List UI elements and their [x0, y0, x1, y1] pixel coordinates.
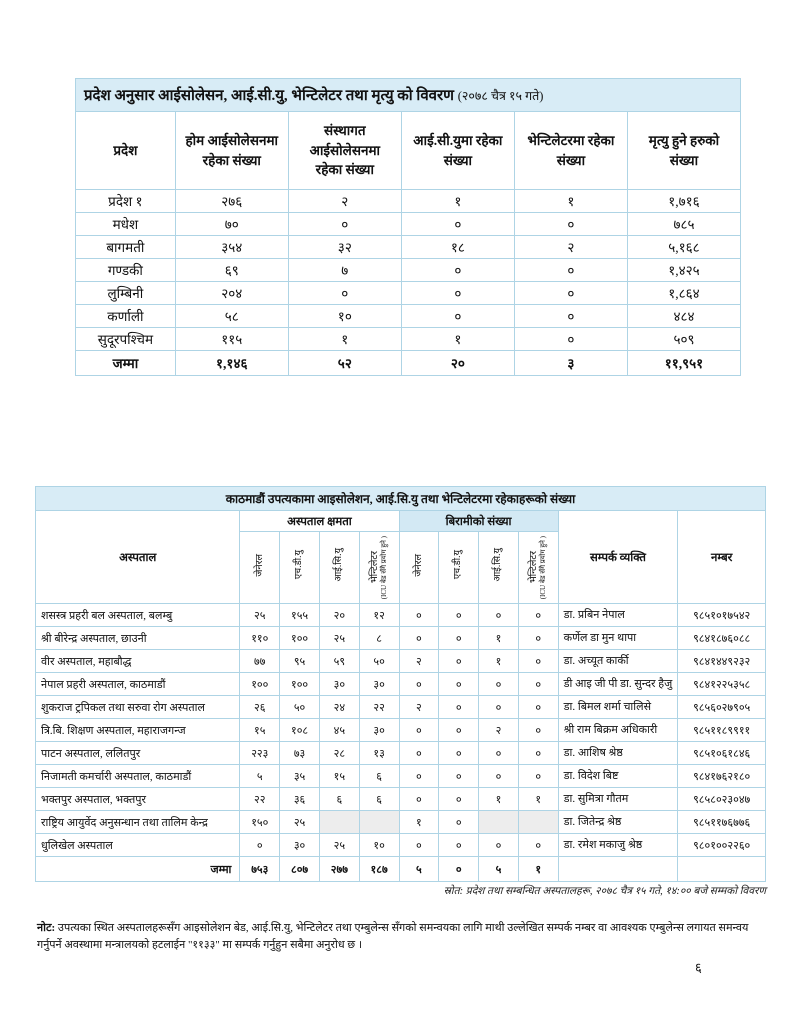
total-number-empty [678, 857, 766, 882]
col-header-institutional-isolation: संस्थागत आईसोलेसनमा रहेका संख्या [288, 112, 401, 190]
capacity-value: २२ [359, 696, 399, 719]
province-name: सुदूरपश्चिम [76, 328, 176, 351]
province-value: ० [288, 213, 401, 236]
subcol-patients-general: जेनेरल [399, 532, 439, 604]
province-value: ५८ [175, 305, 288, 328]
footnote-text: उपत्यका स्थित अस्पतालहरूसँग आइसोलेशन बेड, आई.सि.यु, भेन्टिलेटर तथा एम्बुलेन्स सँगको समन्वयका लागि माथी उल्लेखित सम्पर्क नम्बर वा आवश्यक एम्बुलेन्स लगायत समन्वय गर्नुपर्ने अवस्थामा मन्त्रालयको हटलाईन "११३३" मा सम्पर्क गर्नुहुन सबैमा अनुरोध छ । [37, 922, 749, 952]
patients-value: ० [518, 673, 558, 696]
capacity-value: १५० [240, 811, 280, 834]
patients-value: ० [518, 719, 558, 742]
province-row [76, 236, 741, 259]
patients-value: २ [479, 719, 519, 742]
capacity-value: ५० [359, 650, 399, 673]
contact-number: ९८५११७६७७६ [678, 811, 766, 834]
col-header-number: नम्बर [678, 511, 766, 604]
patients-value: १ [479, 627, 519, 650]
province-table-title-cell [76, 79, 741, 112]
patients-value: ० [518, 627, 558, 650]
patients-value: ० [439, 834, 479, 857]
contact-number: ९८४१८७६०८८ [678, 627, 766, 650]
hospital-row [36, 765, 766, 788]
capacity-value: ५ [240, 765, 280, 788]
province-row [76, 305, 741, 328]
hospital-name: राष्ट्रिय आयुर्वेद अनुसन्धान तथा तालिम केन्द्र [36, 811, 240, 834]
patients-value: ० [399, 627, 439, 650]
capacity-value [359, 811, 399, 834]
hospital-name: शुकराज ट्रपिकल तथा सरुवा रोग अस्पताल [36, 696, 240, 719]
patients-value: १ [479, 650, 519, 673]
total-label: जम्मा [76, 351, 176, 376]
capacity-value: १०० [280, 673, 320, 696]
patients-value: ० [439, 742, 479, 765]
province-row [76, 213, 741, 236]
province-value: ० [514, 282, 627, 305]
capacity-value: ३५ [280, 765, 320, 788]
patients-value: २ [399, 650, 439, 673]
province-value: २७६ [175, 190, 288, 213]
capacity-value: ६ [319, 788, 359, 811]
total-value: ११,९५१ [627, 351, 740, 376]
patients-value: १ [479, 788, 519, 811]
patients-value: ० [518, 650, 558, 673]
hospital-name: धुलिखेल अस्पताल [36, 834, 240, 857]
contact-number: ९८४१४४९२३२ [678, 650, 766, 673]
total-label: जम्मा [36, 857, 240, 882]
hospital-row [36, 604, 766, 627]
patients-value: ० [439, 788, 479, 811]
patients-value: ० [439, 604, 479, 627]
valley-hospitals-table-body [36, 604, 766, 882]
col-header-contact-person: सम्पर्क व्यक्ति [558, 511, 678, 604]
valley-hospitals-table [35, 486, 766, 882]
contact-person: डा. प्रबिन नेपाल [558, 604, 678, 627]
capacity-value: १० [359, 834, 399, 857]
col-header-province: प्रदेश [76, 112, 176, 190]
patients-value: ० [399, 604, 439, 627]
capacity-value: ३० [359, 719, 399, 742]
province-value: ० [401, 213, 514, 236]
province-value: ७८५ [627, 213, 740, 236]
patients-value: ० [518, 834, 558, 857]
hospital-row [36, 788, 766, 811]
province-value: २०४ [175, 282, 288, 305]
capacity-value: १०० [240, 673, 280, 696]
province-name: गण्डकी [76, 259, 176, 282]
capacity-value: १५ [319, 765, 359, 788]
contact-number: ९८५१०१७५४२ [678, 604, 766, 627]
province-value: ० [401, 305, 514, 328]
capacity-value: ६ [359, 788, 399, 811]
contact-person: डा. जितेन्द्र श्रेष्ठ [558, 811, 678, 834]
patients-value: ० [399, 719, 439, 742]
total-contact-empty [558, 857, 678, 882]
hospital-name: भक्तपुर अस्पताल, भक्तपुर [36, 788, 240, 811]
province-name: लुम्बिनी [76, 282, 176, 305]
col-header-ventilator: भेन्टिलेटरमा रहेका संख्या [514, 112, 627, 190]
patients-value: ० [439, 811, 479, 834]
province-value: ० [514, 259, 627, 282]
hospital-row [36, 811, 766, 834]
contact-person: डा. आशिष श्रेष्ठ [558, 742, 678, 765]
province-value: ४८४ [627, 305, 740, 328]
patients-value: ० [479, 742, 519, 765]
hospital-row [36, 627, 766, 650]
province-value: १,७१६ [627, 190, 740, 213]
hospital-name: त्रि.बि. शिक्षण अस्पताल, महाराजगन्ज [36, 719, 240, 742]
hospital-name: पाटन अस्पताल, ललितपुर [36, 742, 240, 765]
capacity-value: ९५ [280, 650, 320, 673]
hospital-name: वीर अस्पताल, महाबौद्ध [36, 650, 240, 673]
province-total-row [76, 351, 741, 376]
capacity-value: १०८ [280, 719, 320, 742]
province-value: २ [288, 190, 401, 213]
capacity-value: २० [319, 604, 359, 627]
province-value: ६९ [175, 259, 288, 282]
province-name: मधेश [76, 213, 176, 236]
patients-value: ० [479, 673, 519, 696]
total-value: २० [401, 351, 514, 376]
province-summary-table [75, 78, 741, 376]
province-name: प्रदेश १ [76, 190, 176, 213]
contact-number: ९८५१०६१८४६ [678, 742, 766, 765]
capacity-value: १३ [359, 742, 399, 765]
province-value: ० [514, 328, 627, 351]
contact-person: डा. बिमल शर्मा चालिसे [558, 696, 678, 719]
hospital-row [36, 696, 766, 719]
patients-value: ० [439, 673, 479, 696]
valley-table-title: काठमाडौं उपत्यकामा आइसोलेशन, आई.सि.यु तथा भेन्टिलेटरमा रहेकाहरूको संख्या [36, 487, 766, 511]
contact-number: ९८५८०२३०४७ [678, 788, 766, 811]
capacity-value: ८ [359, 627, 399, 650]
province-row [76, 259, 741, 282]
contact-number: ९८५११८९९११ [678, 719, 766, 742]
capacity-value: २५ [319, 834, 359, 857]
hospital-name: श्री बीरेन्द्र अस्पताल, छाउनी [36, 627, 240, 650]
capacity-value: ११० [240, 627, 280, 650]
capacity-value: २५ [319, 627, 359, 650]
province-value: १८ [401, 236, 514, 259]
source-line: स्रोत: प्रदेश तथा सम्बन्धित अस्पतालहरू, २०७८ चैत्र १५ गते, १४:०० बजे सम्मको विवरण [443, 886, 766, 897]
hospital-total-row [36, 857, 766, 882]
hospital-name: निजामती कमर्चारी अस्पताल, काठमाडौं [36, 765, 240, 788]
patients-value: ० [399, 765, 439, 788]
total-capacity-value: ७५३ [240, 857, 280, 882]
capacity-value: ३० [319, 673, 359, 696]
patients-value: ० [479, 765, 519, 788]
province-value: ५,१६८ [627, 236, 740, 259]
province-value: ३५४ [175, 236, 288, 259]
total-patients-value: ५ [399, 857, 439, 882]
patients-value: ० [518, 696, 558, 719]
valley-table-title-row [36, 487, 766, 511]
capacity-value: ३० [280, 834, 320, 857]
capacity-value: ६ [359, 765, 399, 788]
patients-value [479, 811, 519, 834]
col-header-icu: आई.सी.युमा रहेका संख्या [401, 112, 514, 190]
valley-hospitals-section [35, 486, 766, 898]
capacity-value: १५५ [280, 604, 320, 627]
hospital-name: शसस्त्र प्रहरी बल अस्पताल, बलम्बु [36, 604, 240, 627]
footnote [37, 920, 765, 954]
hospital-row [36, 650, 766, 673]
patients-value: ० [479, 604, 519, 627]
capacity-value: २२३ [240, 742, 280, 765]
subcol-patients-ventilator: भेन्टिलेटर (ICU बेड सँगै प्रयोग हुने ) [518, 532, 558, 604]
hospital-row [36, 673, 766, 696]
total-patients-value: ५ [479, 857, 519, 882]
total-capacity-value: १८७ [359, 857, 399, 882]
patients-value: ० [518, 742, 558, 765]
patients-value: ० [479, 696, 519, 719]
province-value: ७० [175, 213, 288, 236]
capacity-value: २२ [240, 788, 280, 811]
subcol-capacity-icu: आई.सि.यु [319, 532, 359, 604]
province-name: बागमती [76, 236, 176, 259]
contact-person: डी आइ जी पी डा. सुन्दर हैजु [558, 673, 678, 696]
province-table-title-date: (२०७८ चैत्र १५ गते) [457, 89, 544, 103]
patients-value: ० [439, 627, 479, 650]
total-value: ३ [514, 351, 627, 376]
province-value: ७ [288, 259, 401, 282]
patients-value: ० [439, 650, 479, 673]
contact-person: डा. सुमित्रा गौतम [558, 788, 678, 811]
contact-number: ९८०१००२२६० [678, 834, 766, 857]
province-value: ५०९ [627, 328, 740, 351]
footnote-label: नोट: [37, 922, 56, 934]
contact-number: ९८४१२२५३५८ [678, 673, 766, 696]
patients-value: ० [399, 788, 439, 811]
patients-value: ० [399, 742, 439, 765]
province-table-title: प्रदेश अनुसार आईसोलेसन, आई.सी.यु, भेन्टिलेटर तथा मृत्यु को विवरण [84, 88, 454, 104]
province-value: १ [514, 190, 627, 213]
province-value: १ [401, 328, 514, 351]
total-patients-value: १ [518, 857, 558, 882]
total-value: ५२ [288, 351, 401, 376]
col-header-deaths: मृत्यु हुने हरुको संख्या [627, 112, 740, 190]
province-value: ० [401, 259, 514, 282]
group-header-capacity: अस्पताल क्षमता [240, 511, 399, 532]
capacity-value: २५ [240, 604, 280, 627]
province-table-body [76, 190, 741, 376]
contact-number: ९८४१७६२१८० [678, 765, 766, 788]
contact-number: ९८५६०२७९०५ [678, 696, 766, 719]
province-value: ३२ [288, 236, 401, 259]
capacity-value: ५९ [319, 650, 359, 673]
province-table-title-row [76, 79, 741, 112]
patients-value: ० [399, 673, 439, 696]
patients-value: ० [439, 765, 479, 788]
patients-value: १ [399, 811, 439, 834]
contact-person: डा. विदेश बिष्ट [558, 765, 678, 788]
contact-person: श्री राम बिक्रम अधिकारी [558, 719, 678, 742]
patients-value: ० [518, 765, 558, 788]
province-row [76, 328, 741, 351]
subcol-capacity-general: जेनेरल [240, 532, 280, 604]
capacity-value: २६ [240, 696, 280, 719]
patients-value: २ [399, 696, 439, 719]
capacity-value: १५ [240, 719, 280, 742]
province-table-header-row [76, 112, 741, 190]
contact-person: डा. अच्यूत कार्की [558, 650, 678, 673]
province-value: ११५ [175, 328, 288, 351]
total-value: १,१४६ [175, 351, 288, 376]
province-value: ० [288, 282, 401, 305]
contact-person: कर्णेल डा मुन थापा [558, 627, 678, 650]
province-value: १ [288, 328, 401, 351]
patients-value: ० [439, 696, 479, 719]
capacity-value: २४ [319, 696, 359, 719]
patients-value: ० [399, 834, 439, 857]
patients-value: १ [518, 788, 558, 811]
capacity-value: १२ [359, 604, 399, 627]
total-capacity-value: ८०७ [280, 857, 320, 882]
province-row [76, 282, 741, 305]
province-value: ० [401, 282, 514, 305]
subcol-patients-hdu: एच.डी.यु [439, 532, 479, 604]
col-header-hospital: अस्पताल [36, 511, 240, 604]
province-row [76, 190, 741, 213]
capacity-value: ३० [359, 673, 399, 696]
total-capacity-value: २७७ [319, 857, 359, 882]
province-value: १० [288, 305, 401, 328]
capacity-value: ४५ [319, 719, 359, 742]
hospital-row [36, 834, 766, 857]
capacity-value: ३६ [280, 788, 320, 811]
capacity-value: ७३ [280, 742, 320, 765]
capacity-value: ७७ [240, 650, 280, 673]
province-value: १,४२५ [627, 259, 740, 282]
province-value: ० [514, 213, 627, 236]
province-value: १,८६४ [627, 282, 740, 305]
valley-table-group-row [36, 511, 766, 532]
col-header-home-isolation: होम आईसोलेसनमा रहेका संख्या [175, 112, 288, 190]
total-patients-value: ० [439, 857, 479, 882]
group-header-patients: बिरामीको संख्या [399, 511, 558, 532]
province-value: ० [514, 305, 627, 328]
province-value: १ [401, 190, 514, 213]
hospital-name: नेपाल प्रहरी अस्पताल, काठमाडौं [36, 673, 240, 696]
capacity-value: ० [240, 834, 280, 857]
province-name: कर्णाली [76, 305, 176, 328]
page-number: ६ [695, 960, 702, 975]
province-value: २ [514, 236, 627, 259]
subcol-capacity-ventilator: भेन्टिलेटर (ICU बेड सँगै प्रयोग हुने ) [359, 532, 399, 604]
hospital-row [36, 719, 766, 742]
province-summary-section [75, 78, 741, 376]
patients-value: ० [518, 604, 558, 627]
capacity-value: ५० [280, 696, 320, 719]
patients-value: ० [439, 719, 479, 742]
capacity-value: १०० [280, 627, 320, 650]
capacity-value [319, 811, 359, 834]
capacity-value: २५ [280, 811, 320, 834]
subcol-capacity-hdu: एच.डी.यु [280, 532, 320, 604]
contact-person: डा. रमेश मकाजु श्रेष्ठ [558, 834, 678, 857]
capacity-value: २८ [319, 742, 359, 765]
hospital-row [36, 742, 766, 765]
subcol-patients-icu: आई.सि.यु [479, 532, 519, 604]
patients-value: ० [479, 834, 519, 857]
patients-value [518, 811, 558, 834]
